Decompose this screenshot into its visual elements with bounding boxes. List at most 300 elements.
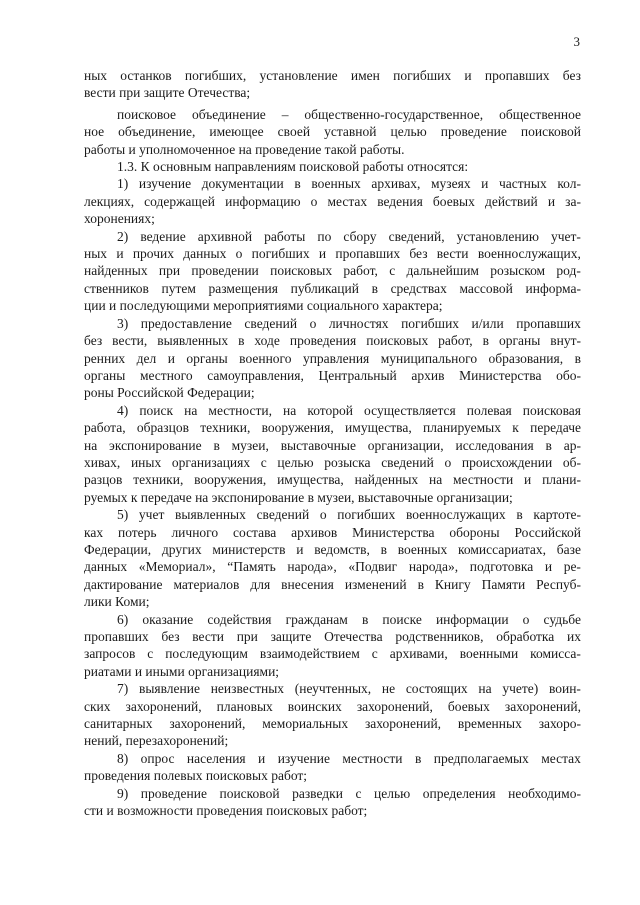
word: – bbox=[281, 106, 289, 122]
word: внесения bbox=[281, 576, 334, 592]
word: Министерства bbox=[459, 367, 542, 383]
word: выявленных bbox=[175, 507, 246, 523]
word: поисковой bbox=[520, 124, 581, 140]
text-line bbox=[84, 785, 581, 802]
word: и bbox=[524, 472, 532, 488]
word: погибших, bbox=[184, 68, 247, 83]
text-line bbox=[84, 611, 581, 628]
word: ар- bbox=[563, 437, 581, 453]
text-line: руемых к передаче на экспонирование в музеи, выставочные организации; bbox=[84, 489, 513, 505]
word: архив bbox=[411, 367, 445, 383]
word: ходе bbox=[254, 333, 280, 349]
text-line bbox=[84, 175, 581, 192]
word: выявленных bbox=[157, 333, 229, 349]
text-line bbox=[84, 558, 581, 575]
word: информацию bbox=[225, 193, 301, 209]
word: поисковое bbox=[117, 106, 177, 122]
word: органы bbox=[186, 350, 228, 366]
word: техники, bbox=[133, 472, 184, 488]
word: имен bbox=[350, 68, 380, 83]
word: на bbox=[84, 437, 98, 453]
word: частных bbox=[499, 176, 547, 192]
word: в bbox=[380, 541, 387, 557]
word: на bbox=[283, 402, 297, 418]
word: учет bbox=[138, 507, 165, 523]
text-line: лики Коми; bbox=[84, 594, 150, 610]
word: родственников, bbox=[395, 629, 484, 644]
text-line bbox=[84, 350, 581, 367]
word: с bbox=[371, 646, 378, 662]
word: архивной bbox=[197, 228, 253, 244]
text-line bbox=[84, 367, 581, 384]
word: захоронений, bbox=[364, 716, 442, 732]
word: без bbox=[161, 629, 180, 644]
word: розыском bbox=[490, 263, 546, 279]
word: самоуправления, bbox=[207, 367, 304, 383]
word: работ, bbox=[438, 333, 473, 349]
word: ренних bbox=[84, 350, 126, 366]
word: внут- bbox=[550, 333, 581, 349]
word: личностях bbox=[328, 315, 389, 331]
word: пропавших bbox=[335, 246, 401, 262]
text-line bbox=[84, 402, 581, 419]
text-line bbox=[84, 193, 581, 210]
word: с bbox=[260, 454, 267, 470]
word: архивами, bbox=[389, 646, 448, 662]
word: установлению bbox=[456, 228, 539, 244]
word: поиске bbox=[382, 611, 422, 627]
word: иных bbox=[130, 454, 162, 470]
word: органы bbox=[84, 367, 126, 383]
word: проведение bbox=[140, 785, 207, 801]
word: “Память bbox=[227, 559, 276, 575]
word: состоящих bbox=[405, 681, 468, 697]
text-line bbox=[84, 315, 581, 332]
word: пропавших bbox=[84, 629, 149, 644]
word: определения bbox=[422, 785, 496, 801]
word: за- bbox=[565, 193, 581, 209]
word: о bbox=[522, 611, 530, 627]
word: работы bbox=[264, 228, 306, 244]
word: при bbox=[236, 629, 258, 644]
word: картоте- bbox=[533, 507, 581, 523]
word: министерств bbox=[212, 541, 286, 557]
word: уставной bbox=[324, 124, 377, 140]
word: в bbox=[361, 611, 369, 627]
word: поисковой bbox=[219, 785, 280, 801]
text-line bbox=[84, 332, 581, 349]
word: архивах, bbox=[371, 176, 421, 192]
word: ственников bbox=[84, 280, 149, 296]
text-line bbox=[84, 67, 581, 84]
word: при bbox=[158, 263, 181, 279]
word: взаимодействием bbox=[259, 646, 360, 662]
text-line: роны Российской Федерации; bbox=[84, 385, 255, 401]
word: в bbox=[371, 280, 378, 296]
word: плани- bbox=[542, 472, 581, 488]
word: захоронений, bbox=[504, 698, 581, 714]
word: целью bbox=[390, 124, 427, 140]
word: к bbox=[512, 420, 519, 436]
text-line: нений, перезахоронений; bbox=[84, 733, 229, 749]
word: поиск bbox=[139, 402, 174, 418]
word: обороны bbox=[449, 524, 500, 540]
text-line bbox=[84, 471, 581, 488]
word: местности, bbox=[208, 402, 272, 418]
word: на bbox=[184, 402, 198, 418]
word: ведомств, bbox=[314, 541, 370, 557]
word: Центральный bbox=[318, 367, 397, 383]
word: 3) bbox=[117, 315, 129, 331]
word: в bbox=[545, 437, 552, 453]
word: проведения bbox=[289, 333, 357, 349]
word: потерь bbox=[117, 524, 157, 540]
word: которой bbox=[307, 402, 353, 418]
word: плановых bbox=[216, 698, 273, 714]
word: опрос bbox=[140, 750, 175, 766]
word: для bbox=[250, 576, 271, 592]
word: военного bbox=[239, 350, 292, 366]
word: средствах bbox=[390, 280, 447, 296]
word: происхождении bbox=[461, 454, 553, 470]
word: комиссариатах, bbox=[457, 541, 547, 557]
word: организации, bbox=[367, 437, 444, 453]
word: исследования bbox=[455, 437, 534, 453]
word: пропавших bbox=[516, 315, 581, 331]
word: комисса- bbox=[530, 646, 581, 662]
word: кол- bbox=[557, 176, 581, 192]
word: и bbox=[318, 246, 327, 262]
word: Российской bbox=[514, 524, 581, 540]
word: изучение bbox=[277, 750, 330, 766]
word: выявление bbox=[138, 681, 200, 697]
word: имущества, bbox=[345, 420, 412, 436]
word: поисковая bbox=[522, 402, 581, 418]
word: гражданам bbox=[285, 611, 348, 627]
word: временных bbox=[457, 716, 522, 732]
text-line bbox=[84, 123, 581, 140]
word: военными bbox=[459, 646, 519, 662]
text-line bbox=[84, 280, 581, 297]
word: экспонирование bbox=[109, 437, 202, 453]
word: дактирование bbox=[84, 576, 163, 592]
word: местного bbox=[139, 367, 193, 383]
word: 6) bbox=[117, 611, 129, 627]
word: подготовка bbox=[469, 559, 534, 575]
word: состава bbox=[232, 524, 277, 540]
word: военных bbox=[311, 176, 361, 192]
text-line: ции и последующими мероприятиями социального характера; bbox=[84, 298, 443, 314]
word: об- bbox=[562, 454, 581, 470]
word: 8) bbox=[117, 750, 129, 766]
text-line bbox=[84, 645, 581, 662]
word: военнослужащих bbox=[405, 507, 506, 523]
word: судьбе bbox=[543, 611, 581, 627]
word: документации bbox=[201, 176, 284, 192]
word: 1) bbox=[117, 176, 129, 192]
word: в bbox=[417, 576, 424, 592]
word: погибших bbox=[337, 507, 396, 523]
word: предоставление bbox=[140, 315, 232, 331]
word: защите bbox=[270, 629, 312, 644]
word: запросов bbox=[84, 646, 136, 662]
word: общественное bbox=[499, 106, 581, 122]
word: санитарных bbox=[84, 716, 153, 732]
word: осуществляется bbox=[364, 402, 456, 418]
word: воин- bbox=[548, 681, 581, 697]
word: объединение bbox=[191, 106, 266, 122]
text-line bbox=[84, 106, 581, 123]
word: без bbox=[409, 246, 428, 262]
word: захоро- bbox=[538, 716, 581, 732]
document-body bbox=[84, 67, 581, 819]
word: в bbox=[414, 750, 422, 766]
word: захоронений, bbox=[169, 716, 246, 732]
word: сведений bbox=[244, 315, 298, 331]
word: архивов bbox=[291, 524, 338, 540]
word: 2) bbox=[117, 228, 129, 244]
word: содержащей bbox=[144, 193, 216, 209]
word: «Мемориал», bbox=[138, 559, 216, 575]
word: погибших bbox=[251, 246, 310, 262]
word: содействия bbox=[207, 611, 272, 627]
word: и bbox=[481, 176, 489, 192]
word: данных bbox=[183, 246, 227, 262]
word: путем bbox=[161, 280, 196, 296]
word: работа, bbox=[84, 420, 126, 436]
word: образцов bbox=[136, 420, 189, 436]
word: в bbox=[213, 437, 220, 453]
word: (неучтенных, bbox=[294, 681, 372, 697]
word: разцов bbox=[84, 472, 123, 488]
word: материалов bbox=[173, 576, 240, 592]
text-line bbox=[84, 698, 581, 715]
word: предполагаемых bbox=[433, 750, 529, 766]
word: выставочные bbox=[280, 437, 356, 453]
word: Министерства bbox=[352, 524, 435, 540]
word: захоронений, bbox=[356, 698, 433, 714]
word: учет- bbox=[550, 228, 581, 244]
word: ных bbox=[84, 246, 108, 262]
word: имеющее bbox=[209, 124, 264, 140]
word: вести bbox=[436, 246, 469, 262]
word: местах bbox=[541, 750, 581, 766]
word: народа», bbox=[408, 559, 459, 575]
word: в bbox=[482, 333, 489, 349]
word: необходимо- bbox=[508, 785, 581, 801]
word: ведение bbox=[140, 228, 186, 244]
word: ведения bbox=[377, 193, 423, 209]
word: данных bbox=[84, 559, 128, 575]
word: и/или bbox=[471, 315, 504, 331]
text-line bbox=[84, 628, 581, 645]
word: информа- bbox=[525, 280, 581, 296]
word: образования, bbox=[488, 350, 564, 366]
word: местах bbox=[327, 193, 368, 209]
word: без bbox=[562, 68, 581, 83]
word: других bbox=[161, 541, 202, 557]
word: о bbox=[310, 193, 318, 209]
word: объединение, bbox=[118, 124, 196, 140]
word: пропавших bbox=[484, 68, 550, 83]
word: и bbox=[547, 193, 556, 209]
text-line bbox=[84, 576, 581, 593]
word: работ, bbox=[343, 263, 378, 279]
word: и bbox=[464, 68, 472, 83]
word: сведений bbox=[256, 507, 310, 523]
word: имущества, bbox=[277, 472, 344, 488]
word: погибших bbox=[401, 315, 460, 331]
word: сведений, bbox=[388, 228, 445, 244]
word: в bbox=[574, 350, 581, 366]
word: размещения bbox=[208, 280, 278, 296]
word: с bbox=[389, 263, 396, 279]
word: захоронений, bbox=[125, 698, 202, 714]
word: мемориальных bbox=[262, 716, 349, 732]
word: публикаций bbox=[290, 280, 359, 296]
word: 5) bbox=[117, 507, 129, 523]
word: поисковых bbox=[270, 263, 333, 279]
word: передаче bbox=[530, 420, 581, 436]
word: целью bbox=[374, 785, 411, 801]
word: действий bbox=[484, 193, 538, 209]
text-line: работы и уполномоченное на проведение такой работы. bbox=[84, 141, 405, 157]
text-line: риатами и иными организациями; bbox=[84, 663, 280, 679]
word: воинских bbox=[287, 698, 342, 714]
word: разведки bbox=[292, 785, 343, 801]
word: боевых bbox=[432, 193, 475, 209]
word: прочих bbox=[132, 246, 174, 262]
word: ре- bbox=[563, 559, 581, 575]
word: Памяти bbox=[481, 576, 526, 592]
word: техники, bbox=[200, 420, 251, 436]
word: их bbox=[566, 629, 581, 644]
word: в bbox=[516, 507, 523, 523]
word: вооружения, bbox=[194, 472, 267, 488]
word: Респуб- bbox=[536, 576, 581, 592]
word: в bbox=[238, 333, 245, 349]
word: изменений bbox=[344, 576, 407, 592]
word: управления bbox=[302, 350, 370, 366]
word: изучение bbox=[138, 176, 192, 192]
word: и bbox=[258, 750, 266, 766]
word: своей bbox=[277, 124, 311, 140]
text-line: хоронениях; bbox=[84, 211, 155, 227]
word: о bbox=[309, 315, 317, 331]
word: проведение bbox=[440, 124, 507, 140]
word: организациях bbox=[171, 454, 251, 470]
word: местности bbox=[453, 472, 514, 488]
text-line bbox=[84, 437, 581, 454]
text-line: проведения полевых поисковых работ; bbox=[84, 768, 308, 784]
word: 9) bbox=[117, 785, 129, 801]
word: о bbox=[319, 507, 327, 523]
word: базе bbox=[556, 541, 581, 557]
word: сведений bbox=[381, 454, 434, 470]
word: в bbox=[294, 176, 301, 192]
word: поисковых bbox=[366, 333, 429, 349]
word: род- bbox=[556, 263, 581, 279]
word: музеях bbox=[431, 176, 471, 192]
word: вести bbox=[192, 629, 224, 644]
word: о bbox=[235, 246, 243, 262]
word: и bbox=[167, 350, 175, 366]
word: и bbox=[116, 246, 124, 262]
word: ских bbox=[84, 698, 111, 714]
word: хивах, bbox=[84, 454, 121, 470]
word: розыска bbox=[324, 454, 371, 470]
word: информации bbox=[435, 611, 509, 627]
word: с bbox=[147, 646, 154, 662]
word: ных bbox=[84, 68, 108, 83]
word: о bbox=[444, 454, 452, 470]
word: по bbox=[317, 228, 332, 244]
word: Книгу bbox=[434, 576, 471, 592]
text-line: сти и возможности проведения поисковых работ; bbox=[84, 803, 368, 819]
word: найденных bbox=[354, 472, 419, 488]
word: личного bbox=[171, 524, 219, 540]
word: с bbox=[355, 785, 362, 801]
word: массовой bbox=[459, 280, 513, 296]
word: населения bbox=[186, 750, 246, 766]
word: дальнейшим bbox=[406, 263, 479, 279]
word: вооружения, bbox=[261, 420, 334, 436]
text-line: 1.3. К основным направлениям поисковой работы относятся: bbox=[117, 159, 469, 175]
word: муниципального bbox=[380, 350, 478, 366]
text-line bbox=[84, 750, 581, 767]
word: военных bbox=[397, 541, 448, 557]
word: обо- bbox=[556, 367, 581, 383]
text-line bbox=[84, 228, 581, 245]
word: лекциях, bbox=[84, 193, 135, 209]
word: полевая bbox=[466, 402, 512, 418]
text-line bbox=[84, 680, 581, 697]
word: останков bbox=[120, 68, 172, 83]
text-line bbox=[84, 541, 581, 558]
word: оказание bbox=[142, 611, 194, 627]
word: народа», bbox=[287, 559, 337, 575]
text-line bbox=[84, 262, 581, 279]
word: военнослужащих, bbox=[477, 246, 581, 262]
word: Федерации, bbox=[84, 541, 152, 557]
word: без bbox=[84, 333, 103, 349]
word: на bbox=[478, 681, 492, 697]
word: 4) bbox=[117, 402, 129, 418]
word: вести, bbox=[112, 333, 148, 349]
word: проведении bbox=[191, 263, 259, 279]
word: установление bbox=[259, 68, 338, 83]
word: дел bbox=[136, 350, 157, 366]
word: планируемых bbox=[423, 420, 501, 436]
word: неизвестных bbox=[210, 681, 285, 697]
word: на bbox=[428, 472, 443, 488]
word: сбору bbox=[343, 228, 377, 244]
text-line bbox=[84, 454, 581, 471]
word: 7) bbox=[117, 681, 129, 697]
word: общественно-государственное, bbox=[304, 106, 484, 122]
word: и bbox=[544, 559, 553, 575]
text-line bbox=[84, 715, 581, 732]
word: последующим bbox=[165, 646, 248, 662]
word: найденных bbox=[84, 263, 148, 279]
word: не bbox=[381, 681, 396, 697]
word: боевых bbox=[447, 698, 490, 714]
text-line bbox=[84, 524, 581, 541]
word: музеи, bbox=[231, 437, 269, 453]
word: целью bbox=[277, 454, 314, 470]
word: ках bbox=[84, 524, 104, 540]
word: ное bbox=[84, 124, 105, 140]
